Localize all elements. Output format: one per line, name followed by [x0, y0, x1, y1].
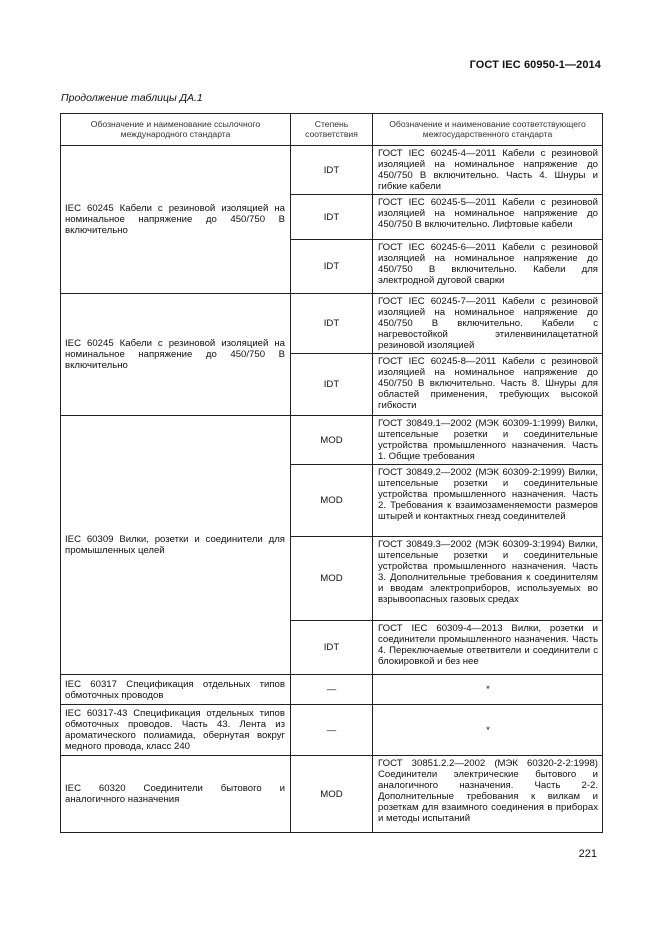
international-standard-cell: IEC 60317-43 Спецификация отдельных типов обмоточных проводов. Часть 43. Лента из ароматического полиамида, обернутая вокруг медного провода, класс 240: [61, 705, 291, 756]
table-row: [61, 146, 603, 195]
degree-cell: IDT: [291, 146, 373, 195]
table-caption: Продолжение таблицы ДА.1: [61, 92, 203, 104]
international-standard-cell: IEC 60245 Кабели с резиновой изоляцией на номинальное напряжение до 450/750 В включительно: [61, 294, 291, 416]
international-standard-cell: IEC 60245 Кабели с резиновой изоляцией на номинальное напряжение до 450/750 В включительно: [61, 146, 291, 294]
document-id-header: ГОСТ IEC 60950-1—2014: [469, 59, 601, 71]
international-standard-cell: IEC 60317 Спецификация отдельных типов обмоточных проводов: [61, 675, 291, 705]
degree-cell: IDT: [291, 240, 373, 294]
interstate-standard-cell: *: [373, 705, 603, 756]
page-number: 221: [578, 848, 597, 860]
table-row: [61, 675, 603, 705]
interstate-standard-cell: ГОСТ 30849.3—2002 (МЭК 60309-3:1994) Вилки, штепсельные розетки и соединительные устройства промышленного назначения. Часть 3. Дополнительные требования к соединителям и вводам электроприборов, используемых во взрывоопасных газовых средах: [373, 537, 603, 621]
international-standard-cell: IEC 60309 Вилки, розетки и соединители для промышленных целей: [61, 416, 291, 675]
header-degree: Степень соответствия: [291, 114, 373, 146]
degree-cell: —: [291, 675, 373, 705]
interstate-standard-cell: *: [373, 675, 603, 705]
interstate-standard-cell: ГОСТ IEC 60309-4—2013 Вилки, розетки и соединители промышленного назначения. Часть 4. Переключаемые ответвители и соединители с блокировкой и без нее: [373, 621, 603, 675]
degree-cell: IDT: [291, 621, 373, 675]
degree-cell: IDT: [291, 354, 373, 416]
interstate-standard-cell: ГОСТ IEC 60245-4—2011 Кабели с резиновой изоляцией на номинальное напряжение до 450/750 В включительно. Часть 4. Шнуры и гибкие кабели: [373, 146, 603, 195]
table-row: [61, 756, 603, 833]
degree-cell: —: [291, 705, 373, 756]
interstate-standard-cell: ГОСТ IEC 60245-5—2011 Кабели с резиновой изоляцией на номинальное напряжение до 450/750 В включительно. Лифтовые кабели: [373, 195, 603, 240]
interstate-standard-cell: ГОСТ 30851.2.2—2002 (МЭК 60320-2-2:1998) Соединители электрические бытового и аналогичного назначения. Часть 2-2. Дополнительные требования к вилкам и розеткам для взаимного соединения в приборах и методы испытаний: [373, 756, 603, 833]
table-row: [61, 294, 603, 354]
interstate-standard-cell: ГОСТ 30849.2—2002 (МЭК 60309-2:1999) Вилки, штепсельные розетки и соединительные устройства промышленного назначения. Часть 2. Требования к взаимозаменяемости размеров штырей и контактных гнезд соединителей: [373, 465, 603, 537]
standards-table: [60, 113, 603, 833]
international-standard-cell: IEC 60320 Соединители бытового и аналогичного назначения: [61, 756, 291, 833]
degree-cell: MOD: [291, 756, 373, 833]
interstate-standard-cell: ГОСТ IEC 60245-6—2011 Кабели с резиновой изоляцией на номинальное напряжение до 450/750 В включительно. Кабели для электродной дуговой сварки: [373, 240, 603, 294]
interstate-standard-cell: ГОСТ IEC 60245-7—2011 Кабели с резиновой изоляцией на номинальное напряжение до 450/750 В включительно. Кабели с нагревостойкой этиленвинилацетатной резиновой изоляцией: [373, 294, 603, 354]
table-header-row: [61, 114, 603, 146]
header-international-standard: Обозначение и наименование ссылочного международного стандарта: [61, 114, 291, 146]
interstate-standard-cell: ГОСТ 30849.1—2002 (МЭК 60309-1:1999) Вилки, штепсельные розетки и соединительные устройства промышленного назначения. Часть 1. Общие требования: [373, 416, 603, 465]
header-interstate-standard: Обозначение и наименование соответствующего межгосударственного стандарта: [373, 114, 603, 146]
table-row: [61, 416, 603, 465]
degree-cell: MOD: [291, 465, 373, 537]
degree-cell: IDT: [291, 294, 373, 354]
degree-cell: MOD: [291, 416, 373, 465]
table-row: [61, 705, 603, 756]
degree-cell: MOD: [291, 537, 373, 621]
degree-cell: IDT: [291, 195, 373, 240]
interstate-standard-cell: ГОСТ IEC 60245-8—2011 Кабели с резиновой изоляцией на номинальное напряжение до 450/750 В включительно. Часть 8. Шнуры для областей применения, требующих высокой гибкости: [373, 354, 603, 416]
